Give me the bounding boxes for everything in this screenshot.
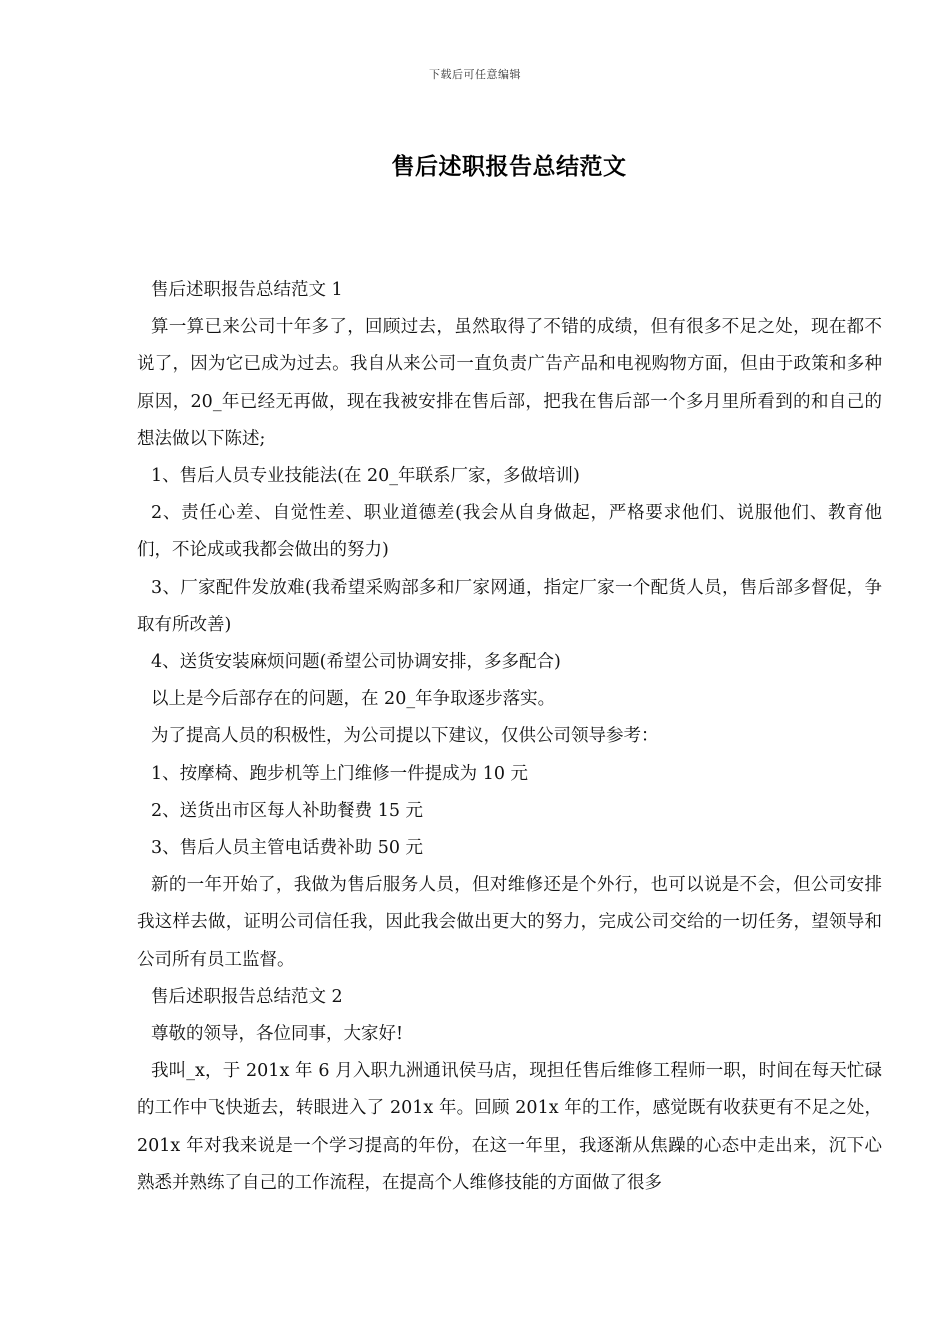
paragraph: 以上是今后部存在的问题，在 20_年争取逐步落实。 bbox=[151, 689, 556, 710]
list-item: 1、售后人员专业技能法(在 20_年联系厂家，多做培训) bbox=[151, 466, 580, 487]
list-item: 2、送货出市区每人补助餐费 15 元 bbox=[151, 800, 424, 821]
list-item: 1、按摩椅、跑步机等上门维修一件提成为 10 元 bbox=[151, 763, 529, 784]
paragraph: 新的一年开始了，我做为售后服务人员，但对维修还是个外行，也可以说是不会，但公司安排我这样去做，证明公司信任我，因此我会做出更大的努力，完成公司交给的一切任务，望领导和公司所有员工监督。 bbox=[137, 875, 882, 970]
section-heading-2: 售后述职报告总结范文 2 bbox=[151, 986, 343, 1007]
paragraph: 算一算已来公司十年多了，回顾过去，虽然取得了不错的成绩，但有很多不足之处，现在都不说了，因为它已成为过去。我自从来公司一直负责广告产品和电视购物方面，但由于政策和多种原因，20_年已经无再做，现在我被安排在售后部，把我在售后部一个多月里所看到的和自己的想法做以下陈述; bbox=[137, 317, 882, 449]
list-item: 4、送货安装麻烦问题(希望公司协调安排，多多配合) bbox=[151, 652, 561, 673]
paragraph: 为了提高人员的积极性，为公司提以下建议，仅供公司领导参考： bbox=[151, 726, 659, 747]
paragraph: 我叫_x，于 201x 年 6 月入职九洲通讯侯马店，现担任售后维修工程师一职，时间在每天忙碌的工作中飞快逝去，转眼进入了 201x 年。回顾 201x 年的工作，感觉既有收获更有不足之处，201x 年对我来说是一个学习提高的年份，在这一年里，我逐渐从焦躁的心态中走出来，沉下心熟悉并熟练了自己的工作流程，在提高个人维修技能的方面做了很多 bbox=[137, 1061, 882, 1193]
document-title: 售后述职报告总结范文 bbox=[391, 154, 627, 180]
list-item: 3、厂家配件发放难(我希望采购部多和厂家网通，指定厂家一个配货人员，售后部多督促，争取有所改善) bbox=[137, 577, 882, 635]
header-note: 下载后可任意编辑 bbox=[429, 68, 521, 81]
section-heading-1: 售后述职报告总结范文 1 bbox=[151, 280, 343, 300]
list-item: 2、责任心差、自觉性差、职业道德差(我会从自身做起，严格要求他们、说服他们、教育他们，不论成或我都会做出的努力) bbox=[137, 503, 882, 561]
document-body bbox=[137, 272, 882, 1202]
greeting: 尊敬的领导，各位同事，大家好! bbox=[151, 1024, 404, 1045]
list-item: 3、售后人员主管电话费补助 50 元 bbox=[151, 838, 424, 859]
